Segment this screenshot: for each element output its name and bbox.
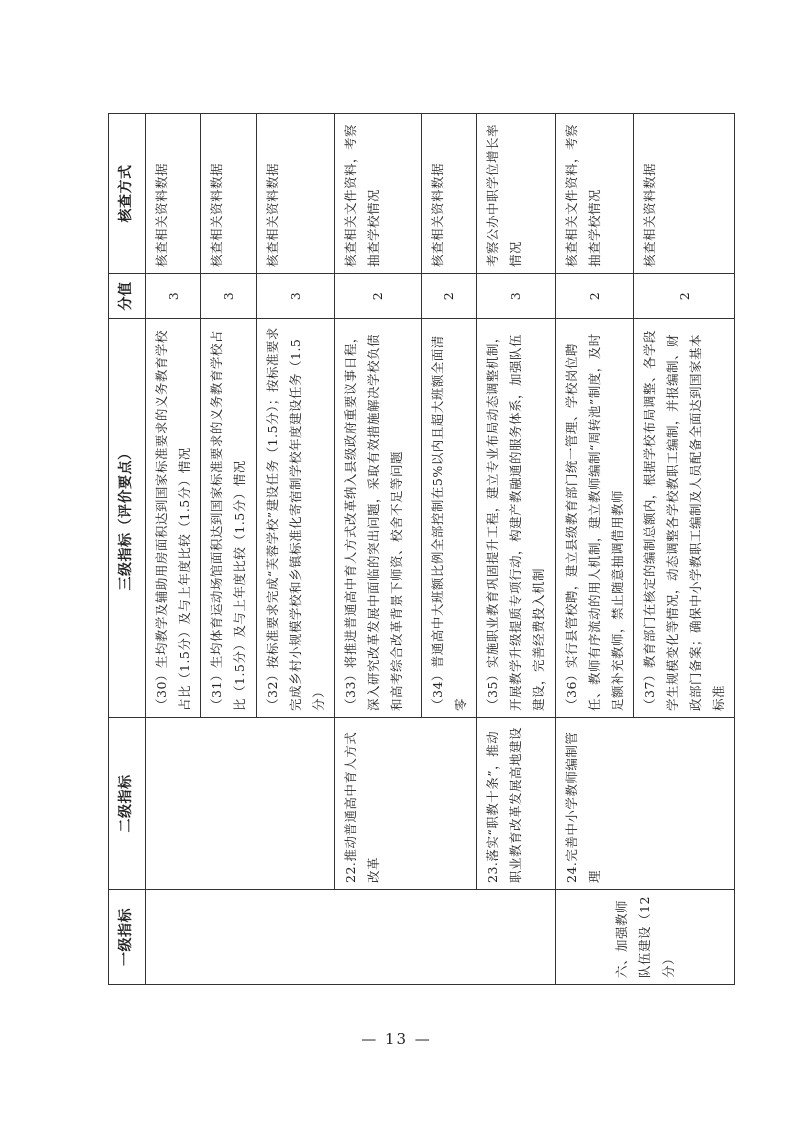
level3-cell: （33）将推进普通高中育人方式改革纳入县级政府重要议事日程，深入研究改革发展中面临的突出问题，采取有效措施解决学校负债和高考综合改革背景下师资、校舍不足等问题: [334, 319, 421, 718]
score-cell: 3: [146, 274, 201, 319]
header-method: 核查方式: [109, 114, 146, 274]
table-row: [146, 114, 201, 985]
score-cell: 2: [633, 274, 735, 319]
level3-cell: （32）按标准要求完成“芙蓉学校”建设任务（1.5分）；按标准要求完成乡村小规模学校和乡镇标准化寄宿制学校年度建设任务（1.5分）: [256, 319, 334, 718]
method-cell: 核查相关资料数据: [146, 114, 201, 274]
table-row: [477, 114, 555, 985]
level3-cell: （37）教育部门在核定的编制总额内，根据学校布局调整、各学段学生规模变化等情况，动态调整各学校教职工编制，并报编制、财政部门备案；确保中小学教职工编制及人员配备全面达到国家基本标准: [633, 319, 735, 718]
rotated-page-content: [108, 114, 727, 985]
method-cell: 核查相关资料数据: [421, 114, 476, 274]
level3-cell: （34）普通高中大班额比例全部控制在5%以内且超大班额全面清零: [421, 319, 476, 718]
score-cell: 3: [256, 274, 334, 319]
evaluation-table: [108, 113, 735, 985]
level3-cell: （30）生均教学及辅助用房面积达到国家标准要求的义务教育学校占比（1.5分）及与上年度比较（1.5分）情况: [146, 319, 201, 718]
method-cell: 核查相关资料数据: [633, 114, 735, 274]
level2-cell-continued: [146, 718, 335, 890]
score-cell: 2: [555, 274, 633, 319]
level2-cell: 24.完善中小学教师编制管理: [555, 718, 735, 890]
table-row: [334, 114, 421, 985]
score-cell: 2: [334, 274, 421, 319]
method-cell: 考察公办中职学位增长率情况: [477, 114, 555, 274]
header-level2: 二级指标: [109, 718, 146, 890]
level3-cell: （35）实施职业教育巩固提升工程，建立专业布局动态调整机制，开展教学升级提质专项行动，构建产教融通的服务体系，加强队伍建设，完善经费投入机制: [477, 319, 555, 718]
header-score: 分值: [109, 274, 146, 319]
header-level1: 一级指标: [109, 890, 146, 985]
page-number: — 13 —: [361, 1030, 432, 1048]
table-header-row: [109, 114, 146, 985]
level1-cell-continued: [146, 890, 556, 985]
level3-cell: （36）实行县管校聘，建立县级教育部门统一管理、学校岗位聘任、教师有序流动的用人机制，建立教师编制“周转池”制度，及时足额补充教师，禁止随意抽调借用教师: [555, 319, 633, 718]
level3-cell: （31）生均体育运动场馆面积达到国家标准要求的义务教育学校占比（1.5分）及与上年度比较（1.5分）情况: [201, 319, 256, 718]
score-cell: 3: [477, 274, 555, 319]
header-level3: 三级指标（评价要点）: [109, 319, 146, 718]
score-cell: 3: [201, 274, 256, 319]
table-row: [555, 114, 633, 985]
method-cell: 核查相关文件资料，考察抽查学校情况: [555, 114, 633, 274]
method-cell: 核查相关资料数据: [201, 114, 256, 274]
level1-cell: 六、加强教师队伍建设（12分）: [555, 890, 735, 985]
level2-cell: 22.推动普通高中育人方式改革: [334, 718, 476, 890]
method-cell: 核查相关资料数据: [256, 114, 334, 274]
method-cell: 核查相关文件资料，考察抽查学校情况: [334, 114, 421, 274]
level2-cell: 23.落实“职教十条”，推动职业教育改革发展高地建设: [477, 718, 555, 890]
score-cell: 2: [421, 274, 476, 319]
